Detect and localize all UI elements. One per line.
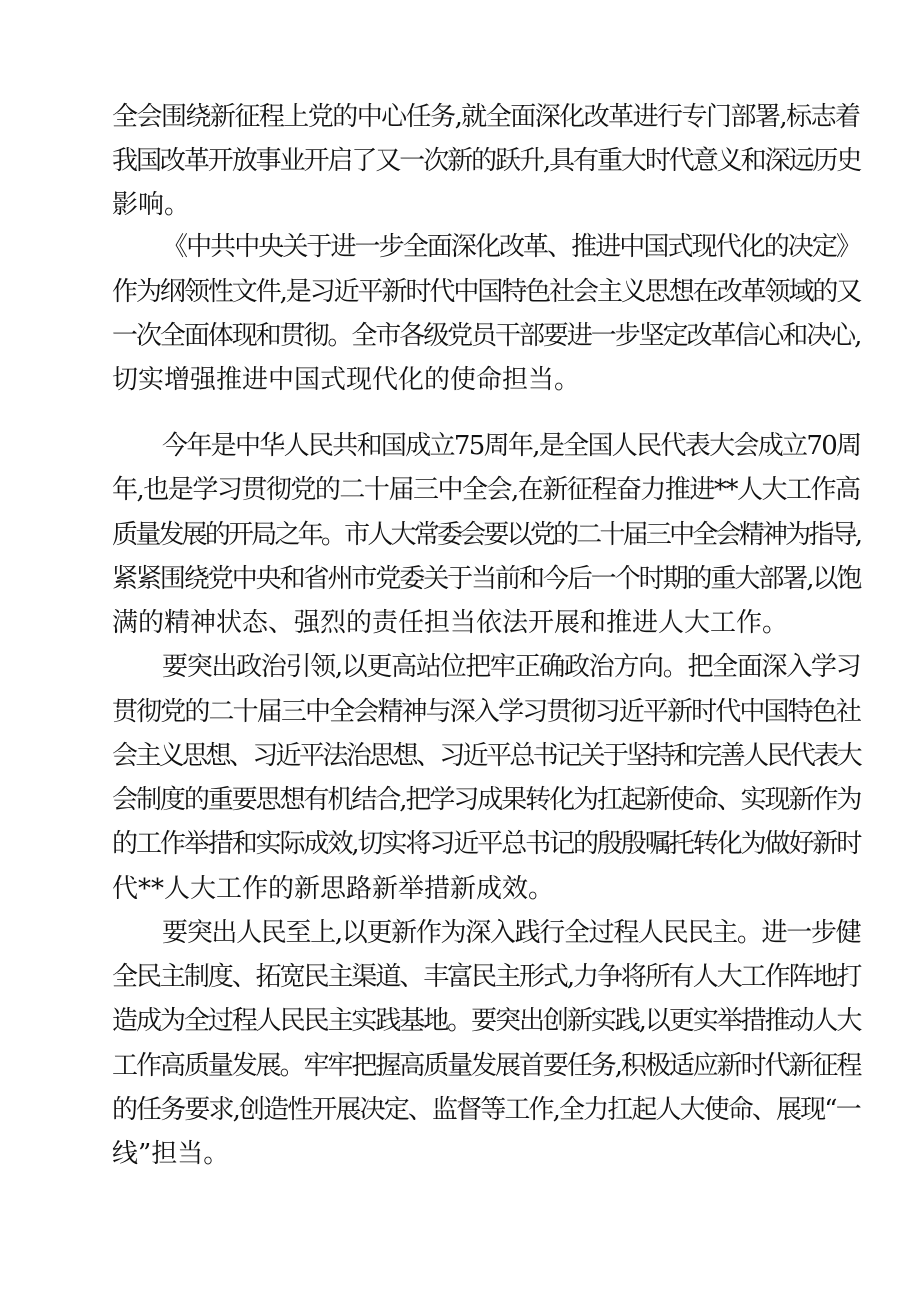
text-line: 年,也是学习贯彻党的二十届三中全会,在新征程奋力推进**人大工作高 bbox=[112, 475, 860, 505]
text-line: 全民主制度、拓宽民主渠道、丰富民主形式,力争将所有人大工作阵地打 bbox=[112, 962, 861, 992]
text-line: 要突出人民至上,以更新作为深入践行全过程人民民主。进一步健 bbox=[162, 918, 861, 948]
text-line: 造成为全过程人民民主实践基地。要突出创新实践,以更实举措推动人大 bbox=[112, 1006, 861, 1036]
text-line: 全会围绕新征程上党的中心任务,就全面深化改革进行专门部署,标志着 bbox=[112, 102, 860, 132]
text-line: 一次全面体现和贯彻。全市各级党员干部要进一步坚定改革信心和决心, bbox=[112, 321, 861, 351]
text-line: 代**人大工作的新思路新举措新成效。 bbox=[112, 874, 555, 904]
text-line: 《中共中央关于进一步全面深化改革、推进中国式现代化的决定》 bbox=[162, 232, 861, 262]
text-line: 工作高质量发展。牢牢把握高质量发展首要任务,积极适应新时代新征程 bbox=[112, 1051, 861, 1081]
text-line: 的任务要求,创造性开展决定、监督等工作,全力扛起人大使命、展现“一 bbox=[112, 1095, 860, 1125]
text-line: 影响。 bbox=[112, 190, 191, 220]
text-line: 会主义思想、习近平法治思想、习近平总书记关于坚持和完善人民代表大 bbox=[112, 741, 861, 771]
text-line: 满的精神状态、强烈的责任担当依法开展和推进人大工作。 bbox=[112, 608, 789, 638]
text-line: 作为纲领性文件,是习近平新时代中国特色社会主义思想在改革领域的又 bbox=[112, 277, 861, 307]
text-line: 今年是中华人民共和国成立75周年,是全国人民代表大会成立70周 bbox=[162, 431, 861, 461]
text-line: 要突出政治引领,以更高站位把牢正确政治方向。把全面深入学习 bbox=[162, 652, 861, 682]
text-line: 切实增强推进中国式现代化的使命担当。 bbox=[112, 365, 581, 395]
text-line: 会制度的重要思想有机结合,把学习成果转化为扛起新使命、实现新作为 bbox=[112, 785, 861, 815]
text-line: 紧紧围绕党中央和省州市党委关于当前和今后一个时期的重大部署,以饱 bbox=[112, 564, 861, 594]
text-line: 线”担当。 bbox=[112, 1139, 230, 1169]
text-line: 质量发展的开局之年。市人大常委会要以党的二十届三中全会精神为指导, bbox=[112, 520, 861, 550]
text-line: 我国改革开放事业开启了又一次新的跃升,具有重大时代意义和深远历史 bbox=[112, 146, 861, 176]
text-line: 的工作举措和实际成效,切实将习近平总书记的殷殷嘱托转化为做好新时 bbox=[112, 829, 861, 859]
text-line: 贯彻党的二十届三中全会精神与深入学习贯彻习近平新时代中国特色社 bbox=[112, 697, 861, 727]
